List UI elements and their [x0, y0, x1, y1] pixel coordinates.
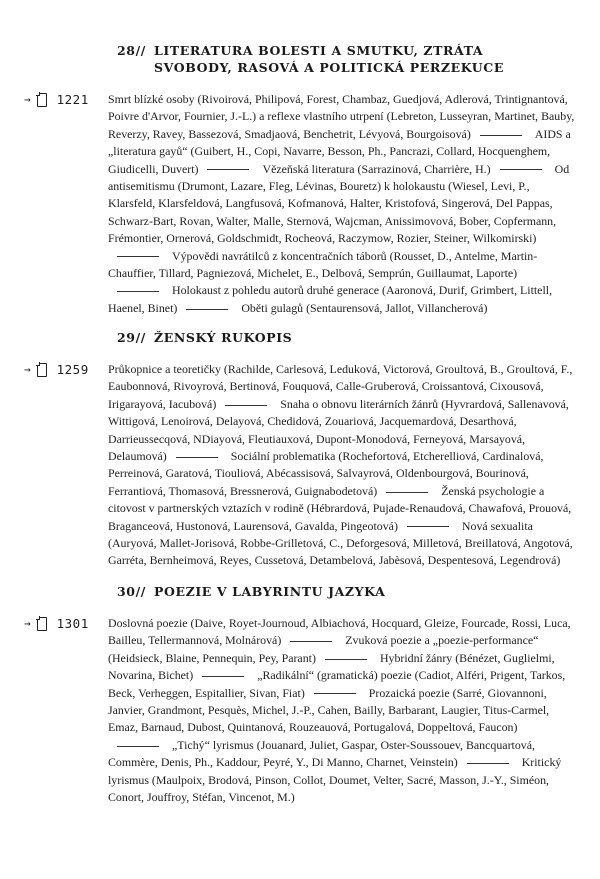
- topic-segment: Smrt blízké osoby (Rivoirová, Philipová, Forest, Chambaz, Guedjová, Adlerová, Trintignantová, Poivre d'Arvor, Fournier, J.-L.) a reflexe vlastního utrpení (Lebreton, Lusseyran, Martinet, Bauby, Reverzy, Ravey, Bassezová, Smadjaová, Benchetrit, Lévyová, Bourgoisová): [108, 92, 575, 141]
- section-title-line2: SVOBODY, RASOVÁ A POLITICKÁ PERZEKUCE: [154, 60, 504, 75]
- entry-body: [108, 361, 576, 570]
- separator-rule: [117, 256, 159, 257]
- page-number: 1301: [56, 616, 89, 631]
- topic-segment: Průkopnice a teoretičky (Rachilde, Carlesová, Leduková, Victorová, Groultová, B., Groultová, F., Eaubonnová, Rivoyrová, Bertinová, Fouquová, Calle-Gruberová, Croissantová, Cixousová, Irigarayová, Iacubová): [108, 362, 573, 411]
- arrow-right-icon: →: [24, 93, 31, 106]
- topic-segment: „Tichý“ lyrismus (Jouanard, Juliet, Gaspar, Oster-Soussouev, Bancquartová, Commère, Denis, Ph., Kaddour, Peyré, Y., Di Manno, Charnet, Veinstein): [108, 737, 535, 770]
- separator-rule: [202, 676, 244, 677]
- section-heading: [117, 583, 385, 600]
- section-heading: [117, 329, 292, 346]
- page-icon: [37, 617, 47, 631]
- topic-segment: AIDS a „literatura gayů“ (Guibert, H., Copi, Navarre, Besson, Ph., Pancrazi, Collard, Hocquenghem, Giudicelli, Duvert): [108, 126, 571, 176]
- page-icon: [37, 363, 47, 377]
- section-title-line1: POEZIE V LABYRINTU JAZYKA: [154, 584, 386, 599]
- entry-marker[interactable]: [24, 362, 89, 377]
- page-number: 1259: [56, 362, 89, 377]
- topic-segment: Ženská psychologie a citovost v partnerských vztazích v rodině (Hébrardová, Pujade-Renaudová, Chawafová, Prouová, Braganceová, Hustonová, Laurensová, Gavalda, Pingeotová): [108, 483, 572, 533]
- topic-segment: Výpovědi navrátilců z koncentračních táborů (Rousset, D., Antelme, Martin-Chauffier, Tillard, Pagniezová, Michelet, E., Delbová, Semprún, Guillaumat, Laporte): [108, 248, 538, 281]
- separator-rule: [117, 746, 159, 747]
- separator-rule: [386, 492, 428, 493]
- section-number: 29//: [117, 330, 146, 345]
- separator-rule: [290, 641, 332, 642]
- topic-segment: Zvuková poezie a „poezie-performance“ (Heidsieck, Blaine, Pennequin, Pey, Parant): [108, 633, 539, 665]
- section-number: 28//: [117, 43, 146, 58]
- section-title-line1: ŽENSKÝ RUKOPIS: [154, 330, 293, 345]
- topic-segment: Kritický lyrismus (Maulpoix, Brodová, Pinson, Collot, Doumet, Velter, Sacré, Masson, J.-Y., Siméon, Conort, Jouffroy, Stéfan, Vincenot, M.): [108, 755, 562, 805]
- topic-segment: Vězeňská literatura (Sarrazinová, Charrière, H.): [262, 161, 491, 176]
- topic-segment: Holokaust z pohledu autorů druhé generace (Aaronová, Durif, Grimbert, Littell, Haenel, Binet): [108, 283, 553, 315]
- arrow-right-icon: →: [24, 363, 31, 376]
- arrow-right-icon: →: [24, 617, 31, 630]
- separator-rule: [325, 659, 367, 660]
- topic-segment: „Radikální“ (gramatická) poezie (Cadiot, Alféri, Prigent, Tarkos, Beck, Verheggen, Espitallier, Sivan, Fiat): [108, 668, 566, 700]
- topic-segment: Nová sexualita (Auryová, Mallet-Jorisová, Robbe-Grilletová, C., Deforgesová, Milletová, Breillatová, Angotová, Garréta, Bernheimová, Reyes, Cussetová, Detambelová, Jabèsová, Despentesová, Legendrová): [108, 518, 573, 568]
- section-heading: [117, 42, 504, 76]
- section-title-line1: LITERATURA BOLESTI A SMUTKU, ZTRÁTA: [154, 43, 484, 58]
- topic-segment: Snaha o obnovu literárních žánrů (Hyvrardová, Sallenavová, Wittigová, Lenoirová, Delayová, Chedidová, Zouariová, Jacquemardová, Desarthová, Darrieussecqová, NDiayová, Fleutiauxová, Dupont-Monodová, Ferneyová, Marsayová, Delaumová): [108, 396, 569, 464]
- page-icon: [37, 93, 47, 107]
- topic-segment: Sociální problematika (Rochefortová, Etcherelliová, Cardinalová, Perreinová, Garatová, Tiouliová, Abécassisová, Salvayrová, Oldenbourgová, Bourinová, Ferrantiová, Thomasová, Bressnerová, Guignabodetová): [108, 449, 544, 498]
- section-number: 30//: [117, 584, 146, 599]
- topic-segment: Prozaická poezie (Sarré, Giovannoni, Janvier, Grandmont, Pesquès, Michel, J.-P., Cahen, Bailly, Barbarant, Laugier, Titus-Carmel, Emaz, Barnaud, Dubost, Quintanová, Rouzeauová, Portugalová, Doppeltová, Faucon): [108, 685, 550, 735]
- entry-marker[interactable]: [24, 92, 89, 107]
- entry-marker[interactable]: [24, 616, 89, 631]
- separator-rule: [207, 169, 249, 170]
- separator-rule: [480, 135, 522, 136]
- separator-rule: [314, 693, 356, 694]
- separator-rule: [117, 291, 159, 292]
- separator-rule: [225, 405, 267, 406]
- separator-rule: [500, 169, 542, 170]
- entry-body: [108, 91, 576, 317]
- separator-rule: [467, 763, 509, 764]
- page-number: 1221: [56, 92, 89, 107]
- separator-rule: [407, 526, 449, 527]
- separator-rule: [186, 309, 228, 310]
- topic-segment: Hybridní žánry (Bénézet, Guglielmi, Novarina, Bichet): [108, 650, 555, 683]
- separator-rule: [176, 457, 218, 458]
- topic-segment: Oběti gulagů (Sentaurensová, Jallot, Villancherová): [241, 300, 488, 315]
- topic-segment: Od antisemitismu (Drumont, Lazare, Fleg, Lévinas, Bouretz) k holokaustu (Wiesel, Levi, P., Klarsfeld, Klarsfeldová, Langfusová, Kofmanová, Halter, Kristofová, Singerová, Del Pappas, Schwarz-Bart, Rovan, Walter, Malle, Sternová, Wajcman, Anissimovová, Bober, Copfermann, Frémontier, Ornerová, Goldschmidt, Rocheová, Raczymow, Rozier, Steiner, Wilkomirski): [108, 161, 570, 246]
- entry-body: [108, 615, 576, 806]
- topic-segment: Doslovná poezie (Daive, Royet-Journoud, Albiachová, Hocquard, Gleize, Fourcade, Rossi, Luca, Bailleu, Tellermannová, Molnárová): [108, 616, 571, 648]
